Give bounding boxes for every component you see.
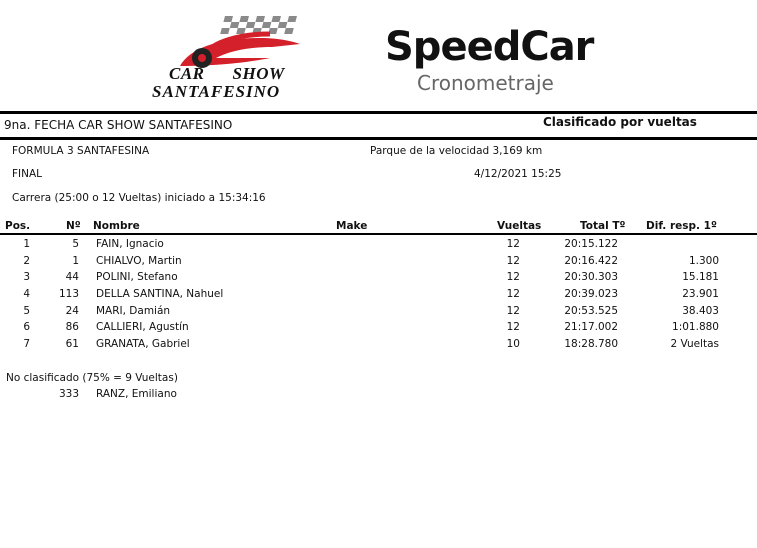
row-position: 1: [23, 238, 30, 250]
row-laps: 12: [506, 238, 520, 250]
row-total-time: 18:28.780: [564, 338, 618, 350]
row-driver: GRANATA, Gabriel: [96, 338, 190, 350]
not-classified-label: No clasificado (75% = 9 Vueltas): [6, 372, 178, 384]
row-diff: 23.901: [682, 288, 719, 300]
table-row: [0, 255, 757, 271]
not-classified-row: [0, 388, 757, 404]
row-driver: CHIALVO, Martin: [96, 255, 182, 267]
header-pos: Pos.: [5, 220, 31, 232]
row-laps: 10: [506, 338, 520, 350]
row-laps: 12: [506, 288, 520, 300]
row-total-time: 20:39.023: [564, 288, 618, 300]
row-driver: POLINI, Stefano: [96, 271, 178, 283]
row-driver: MARI, Damián: [96, 305, 171, 317]
session-name: FINAL: [12, 168, 43, 180]
row-laps: 12: [506, 321, 520, 333]
row-driver: CALLIERI, Agustín: [96, 321, 189, 333]
row-position: 3: [23, 271, 30, 283]
row-position: 6: [23, 321, 30, 333]
row-number: 333: [58, 388, 79, 400]
event-title: 9na. FECHA CAR SHOW SANTAFESINO: [4, 118, 233, 132]
table-row: [0, 271, 757, 287]
row-position: 4: [23, 288, 30, 300]
row-position: 5: [23, 305, 30, 317]
row-total-time: 20:30.303: [564, 271, 618, 283]
header-total-time: Total Tº: [580, 220, 626, 232]
table-row: [0, 288, 757, 304]
table-row: [0, 238, 757, 254]
table-row: [0, 305, 757, 321]
row-diff: 1.300: [688, 255, 719, 267]
row-number: 24: [65, 305, 79, 317]
row-total-time: 20:16.422: [564, 255, 618, 267]
row-total-time: 20:15.122: [564, 238, 618, 250]
row-diff: 2 Vueltas: [670, 338, 719, 350]
header-make: Make: [336, 220, 368, 232]
row-laps: 12: [506, 255, 520, 267]
row-position: 2: [23, 255, 30, 267]
row-driver: DELLA SANTINA, Nahuel: [96, 288, 224, 300]
row-diff: 1:01.880: [672, 321, 719, 333]
table-row: [0, 321, 757, 337]
header-name: Nombre: [93, 220, 140, 232]
row-driver: FAIN, Ignacio: [96, 238, 164, 250]
row-driver: RANZ, Emiliano: [96, 388, 177, 400]
track-info: Parque de la velocidad 3,169 km: [370, 145, 543, 157]
top-divider: [0, 111, 757, 114]
row-diff: 38.403: [682, 305, 719, 317]
header-divider: [0, 137, 757, 140]
table-row: [0, 338, 757, 354]
row-diff: 15.181: [682, 271, 719, 283]
carshow-logo-text-bottom: SANTAFESINO: [152, 82, 281, 101]
category-name: FORMULA 3 SANTAFESINA: [12, 145, 150, 157]
table-header-divider: [0, 233, 757, 235]
row-number: 61: [65, 338, 79, 350]
row-number: 5: [72, 238, 79, 250]
row-laps: 12: [506, 271, 520, 283]
session-datetime: 4/12/2021 15:25: [474, 168, 562, 180]
race-info: Carrera (25:00 o 12 Vueltas) iniciado a 15:34:16: [12, 192, 266, 204]
row-total-time: 21:17.002: [564, 321, 618, 333]
speedcar-logo-title: SpeedCar: [385, 24, 594, 70]
header-number: Nº: [66, 220, 81, 232]
row-position: 7: [23, 338, 30, 350]
carshow-logo-text-top: CAR SHOW: [169, 64, 285, 83]
classification-title: Clasificado por vueltas: [543, 115, 697, 129]
row-number: 1: [72, 255, 79, 267]
row-number: 86: [65, 321, 79, 333]
row-number: 113: [58, 288, 79, 300]
header-diff: Dif. resp. 1º: [646, 220, 717, 232]
row-laps: 12: [506, 305, 520, 317]
row-number: 44: [65, 271, 79, 283]
header-laps: Vueltas: [497, 220, 542, 232]
speedcar-logo-subtitle: Cronometraje: [417, 71, 554, 95]
row-total-time: 20:53.525: [564, 305, 618, 317]
